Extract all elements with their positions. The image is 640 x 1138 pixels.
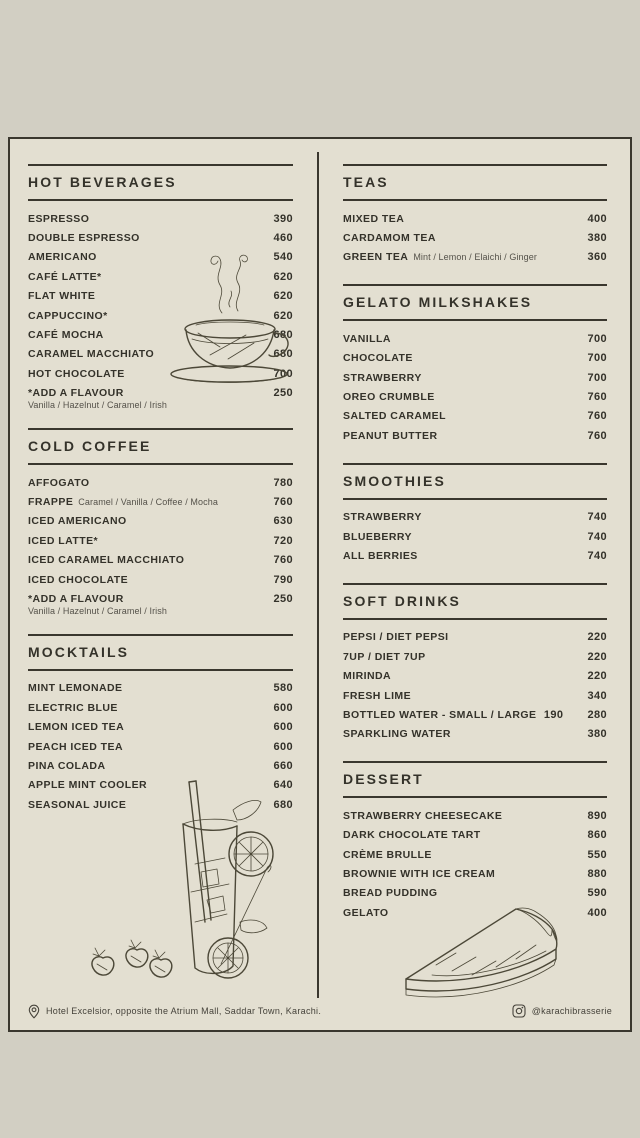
menu-item-price: 220 (587, 670, 607, 683)
menu-item-price: 380 (587, 232, 607, 245)
menu-section (28, 164, 293, 411)
menu-item-price: 400 (587, 212, 607, 225)
menu-item-price: 760 (587, 429, 607, 442)
menu-item-name-group (28, 721, 265, 733)
menu-item-name-group (343, 849, 579, 861)
location-pin-icon (28, 1004, 40, 1019)
menu-item-price: 250 (273, 592, 293, 605)
menu-items (28, 679, 293, 815)
menu-item-name-group (28, 799, 265, 811)
menu-item-price: 600 (273, 701, 293, 714)
menu-item-name-group (28, 271, 265, 283)
menu-item-name: FLAT WHITE (28, 290, 96, 303)
section-title-rule (343, 319, 607, 321)
menu-item-price: 860 (587, 829, 607, 842)
menu-item-name: BLUEBERRY (343, 530, 412, 543)
section-title: SMOOTHIES (343, 472, 446, 489)
menu-item-name-group (28, 760, 265, 772)
menu-item-name: CRÈME BRULLE (343, 848, 432, 861)
menu-item-name-group (28, 387, 265, 399)
menu-item (28, 248, 293, 267)
menu-item-name: CAFÉ MOCHA (28, 329, 104, 342)
menu-item-name-group (343, 728, 579, 740)
menu-item-price: 590 (587, 887, 607, 900)
menu-item-price: 250 (273, 387, 293, 400)
menu-item (343, 248, 607, 267)
menu-item-name: BROWNIE WITH ICE CREAM (343, 867, 496, 880)
menu-item-note-below: Vanilla / Hazelnut / Caramel / Irish (28, 399, 167, 410)
menu-section (343, 463, 607, 566)
menu-item-name-group (28, 290, 265, 302)
menu-item-note-below: Vanilla / Hazelnut / Caramel / Irish (28, 605, 167, 616)
menu-item (28, 228, 293, 247)
menu-item-name-group (343, 232, 579, 244)
menu-section (343, 284, 607, 445)
menu-item-name-group (28, 535, 265, 547)
menu-item-name: STRAWBERRY CHEESECAKE (343, 809, 503, 822)
section-title-rule (28, 199, 293, 201)
menu-item-price: 630 (273, 515, 293, 528)
menu-item-price: 620 (273, 290, 293, 303)
menu-item-name-group (343, 690, 579, 702)
menu-item-price: 220 (587, 650, 607, 663)
menu-item-name: CAFÉ LATTE* (28, 270, 102, 283)
menu-section (28, 428, 293, 617)
menu-item-name-group (28, 310, 265, 322)
menu-item-name-group (28, 232, 265, 244)
menu-item-price: 700 (587, 352, 607, 365)
menu-item (343, 209, 607, 228)
menu-item-price: 620 (273, 309, 293, 322)
menu-item-price: 400 (587, 906, 607, 919)
section-title: GELATO MILKSHAKES (343, 294, 533, 311)
menu-item (343, 349, 607, 368)
menu-items (28, 473, 293, 617)
menu-item-price: 580 (273, 682, 293, 695)
menu-item-name: MINT LEMONADE (28, 682, 123, 695)
menu-item-price: 760 (587, 391, 607, 404)
menu-item-name-group (343, 251, 579, 263)
section-title-rule (28, 463, 293, 465)
footer-address: Hotel Excelsior, opposite the Atrium Mall, Saddar Town, Karachi. (46, 1006, 322, 1016)
menu-item-price: 600 (273, 740, 293, 753)
menu-item-price: 700 (587, 371, 607, 384)
menu-column-right (343, 164, 607, 939)
menu-item (343, 864, 607, 883)
menu-item-name-group (28, 741, 265, 753)
section-title: COLD COFFEE (28, 437, 152, 454)
menu-item-name-group (343, 511, 579, 523)
menu-item-name-group (343, 372, 579, 384)
menu-item (28, 756, 293, 775)
menu-item-name-group (28, 515, 265, 527)
section-title: HOT BEVERAGES (28, 174, 177, 190)
menu-item-name-group (343, 550, 579, 562)
menu-item-note: Caramel / Vanilla / Coffee / Mocha (78, 496, 218, 507)
menu-item-name-group (28, 477, 265, 489)
menu-items (343, 329, 607, 445)
menu-item-price: 790 (273, 573, 293, 586)
menu-item-name-group (28, 779, 265, 791)
menu-card (8, 137, 632, 1032)
footer-instagram-handle: @karachibrasserie (531, 1006, 612, 1016)
menu-item (343, 527, 607, 546)
menu-item-name: SALTED CARAMEL (343, 410, 446, 423)
menu-item-name-group (343, 631, 579, 643)
menu-item-note: Mint / Lemon / Elaichi / Ginger (413, 252, 537, 263)
menu-item (343, 407, 607, 426)
menu-item (28, 492, 293, 511)
menu-item-price: 740 (587, 530, 607, 543)
menu-item-name-group (28, 593, 265, 605)
menu-column-left (28, 164, 293, 831)
menu-item (343, 845, 607, 864)
menu-item (343, 368, 607, 387)
menu-item-name: MIXED TEA (343, 212, 405, 225)
menu-item-price: 720 (273, 534, 293, 547)
menu-item (28, 267, 293, 286)
menu-item (28, 737, 293, 756)
menu-item-name: DARK CHOCOLATE TART (343, 829, 481, 842)
menu-item-name-group (343, 651, 579, 663)
menu-items (343, 508, 607, 566)
section-title-rule (28, 669, 293, 671)
menu-item-name-group (343, 907, 579, 919)
menu-section (343, 164, 607, 267)
menu-item (28, 287, 293, 306)
menu-item-name: HOT CHOCOLATE (28, 367, 125, 380)
menu-item (343, 329, 607, 348)
menu-item-name: AMERICANO (28, 251, 97, 264)
menu-section (343, 761, 607, 922)
menu-item (343, 705, 607, 724)
menu-item-price: 680 (273, 329, 293, 342)
menu-item-name-group (28, 702, 265, 714)
menu-item-name-group (343, 531, 579, 543)
menu-items (343, 628, 607, 744)
menu-item-price: 390 (273, 212, 293, 225)
menu-item (28, 795, 293, 814)
menu-item-price: 890 (587, 809, 607, 822)
menu-item-price: 780 (273, 476, 293, 489)
card-footer (28, 1003, 612, 1019)
menu-item-name-group (343, 213, 579, 225)
menu-item (28, 531, 293, 550)
menu-item (28, 473, 293, 492)
menu-section (28, 634, 293, 815)
menu-item (28, 570, 293, 589)
menu-item-name-group (28, 348, 265, 360)
menu-item-name: OREO CRUMBLE (343, 391, 435, 404)
menu-item-name-group (343, 829, 579, 841)
menu-item-name: CHOCOLATE (343, 352, 413, 365)
menu-item-name: FRAPPE (28, 495, 74, 508)
menu-item (343, 546, 607, 565)
menu-item-name: GELATO (343, 906, 389, 919)
menu-item (28, 345, 293, 364)
menu-item-name: ICED LATTE* (28, 534, 99, 547)
menu-item-price: 680 (273, 798, 293, 811)
menu-item (343, 903, 607, 922)
menu-item-price: 740 (587, 549, 607, 562)
menu-item (28, 512, 293, 531)
menu-item (343, 666, 607, 685)
menu-item-price: 550 (587, 848, 607, 861)
menu-item-price: 600 (273, 721, 293, 734)
menu-item-name: CAPPUCCINO* (28, 309, 108, 322)
menu-item-name: SPARKLING WATER (343, 728, 451, 741)
menu-item-name-group (343, 887, 579, 899)
menu-item-name: APPLE MINT COOLER (28, 779, 148, 792)
menu-item-price: 740 (587, 511, 607, 524)
menu-item (28, 698, 293, 717)
menu-item-price: 220 (587, 631, 607, 644)
menu-item-price: 360 (587, 251, 607, 264)
footer-address-group (28, 1004, 321, 1019)
menu-item (343, 686, 607, 705)
menu-item-name-group (28, 496, 265, 508)
section-title-rule (343, 199, 607, 201)
section-title: SOFT DRINKS (343, 592, 461, 609)
menu-item (28, 717, 293, 736)
menu-item-name: GREEN TEA (343, 251, 409, 264)
menu-item-name: AFFOGATO (28, 476, 90, 489)
menu-item-name: FRESH LIME (343, 689, 412, 702)
menu-item-price: 620 (273, 270, 293, 283)
menu-section (343, 583, 607, 744)
menu-item-name: ICED CHOCOLATE (28, 573, 129, 586)
menu-item-name: *ADD A FLAVOUR (28, 592, 124, 605)
menu-item-price: 760 (273, 554, 293, 567)
section-title-rule (343, 498, 607, 500)
column-divider (317, 152, 319, 998)
menu-item-name-group (28, 213, 265, 225)
menu-item-name: LEMON ICED TEA (28, 721, 125, 734)
menu-item (343, 228, 607, 247)
menu-item-name-group (343, 430, 579, 442)
menu-item (343, 426, 607, 445)
menu-item-price: 660 (273, 759, 293, 772)
menu-items (343, 806, 607, 922)
menu-item-name-group (28, 329, 265, 341)
menu-item (343, 825, 607, 844)
menu-item-name-group (28, 554, 265, 566)
menu-item-name: PEPSI / DIET PEPSI (343, 631, 449, 644)
menu-item-name: 7UP / DIET 7UP (343, 650, 426, 663)
menu-item (343, 508, 607, 527)
menu-item-name-group (28, 368, 265, 380)
menu-item-name: STRAWBERRY (343, 511, 422, 524)
menu-item (28, 776, 293, 795)
menu-item-name: BREAD PUDDING (343, 887, 438, 900)
menu-item-name-group (343, 391, 579, 403)
menu-item (28, 306, 293, 325)
menu-item-name-group (343, 410, 579, 422)
menu-items (343, 209, 607, 267)
menu-item (28, 364, 293, 383)
menu-item-name: PINA COLADA (28, 759, 106, 772)
menu-item-name: ESPRESSO (28, 212, 90, 225)
menu-item-price: 640 (273, 779, 293, 792)
menu-item-name-group (343, 709, 536, 721)
menu-item-name: CARDAMOM TEA (343, 232, 436, 245)
menu-item-name-group (343, 333, 579, 345)
menu-item-name-group (343, 810, 579, 822)
section-title-rule (343, 618, 607, 620)
menu-item-name: MIRINDA (343, 670, 392, 683)
section-title: MOCKTAILS (28, 643, 130, 660)
menu-item-price: 340 (587, 689, 607, 702)
menu-item-name: DOUBLE ESPRESSO (28, 232, 140, 245)
menu-item (343, 725, 607, 744)
menu-item-name: ALL BERRIES (343, 549, 418, 562)
menu-item-name: BOTTLED WATER - SMALL / LARGE (343, 708, 537, 721)
menu-item-name: ICED AMERICANO (28, 515, 127, 528)
section-title: DESSERT (343, 771, 424, 788)
menu-item-price: 760 (273, 495, 293, 508)
menu-item-name-group (28, 574, 265, 586)
menu-item-name-group (343, 352, 579, 364)
menu-item-price: 680 (273, 348, 293, 361)
menu-item-name: ICED CARAMEL MACCHIATO (28, 554, 185, 567)
menu-item (28, 679, 293, 698)
menu-item-price: 700 (587, 332, 607, 345)
section-title: TEAS (343, 174, 389, 190)
menu-item (343, 628, 607, 647)
menu-item-name-group (343, 670, 579, 682)
menu-item (28, 325, 293, 344)
menu-item (343, 387, 607, 406)
menu-item-price: 460 (273, 232, 293, 245)
menu-item-price: 540 (273, 251, 293, 264)
menu-item-name: STRAWBERRY (343, 371, 422, 384)
menu-item (28, 209, 293, 228)
menu-item-name: VANILLA (343, 332, 391, 345)
menu-item-name: PEACH ICED TEA (28, 740, 123, 753)
menu-item-price: 760 (587, 410, 607, 423)
menu-item (343, 647, 607, 666)
footer-social-group (512, 1004, 612, 1018)
menu-item-name-group (28, 251, 265, 263)
menu-item-name: CARAMEL MACCHIATO (28, 348, 155, 361)
menu-item (28, 550, 293, 569)
section-title-rule (343, 796, 607, 798)
menu-item-price: 700 (273, 367, 293, 380)
menu-item-name: ELECTRIC BLUE (28, 701, 118, 714)
menu-item-name-group (343, 868, 579, 880)
menu-item (343, 806, 607, 825)
menu-item-price: 880 (587, 867, 607, 880)
menu-item-price-small: 190 (543, 708, 564, 721)
menu-item (343, 884, 607, 903)
menu-item-price: 380 (587, 728, 607, 741)
menu-item-name: SEASONAL JUICE (28, 798, 127, 811)
menu-items (28, 209, 293, 411)
instagram-icon (512, 1004, 526, 1018)
menu-item-name: PEANUT BUTTER (343, 429, 438, 442)
menu-item-name-group (28, 682, 265, 694)
menu-item-name: *ADD A FLAVOUR (28, 387, 124, 400)
menu-item-price: 280 (587, 708, 607, 721)
